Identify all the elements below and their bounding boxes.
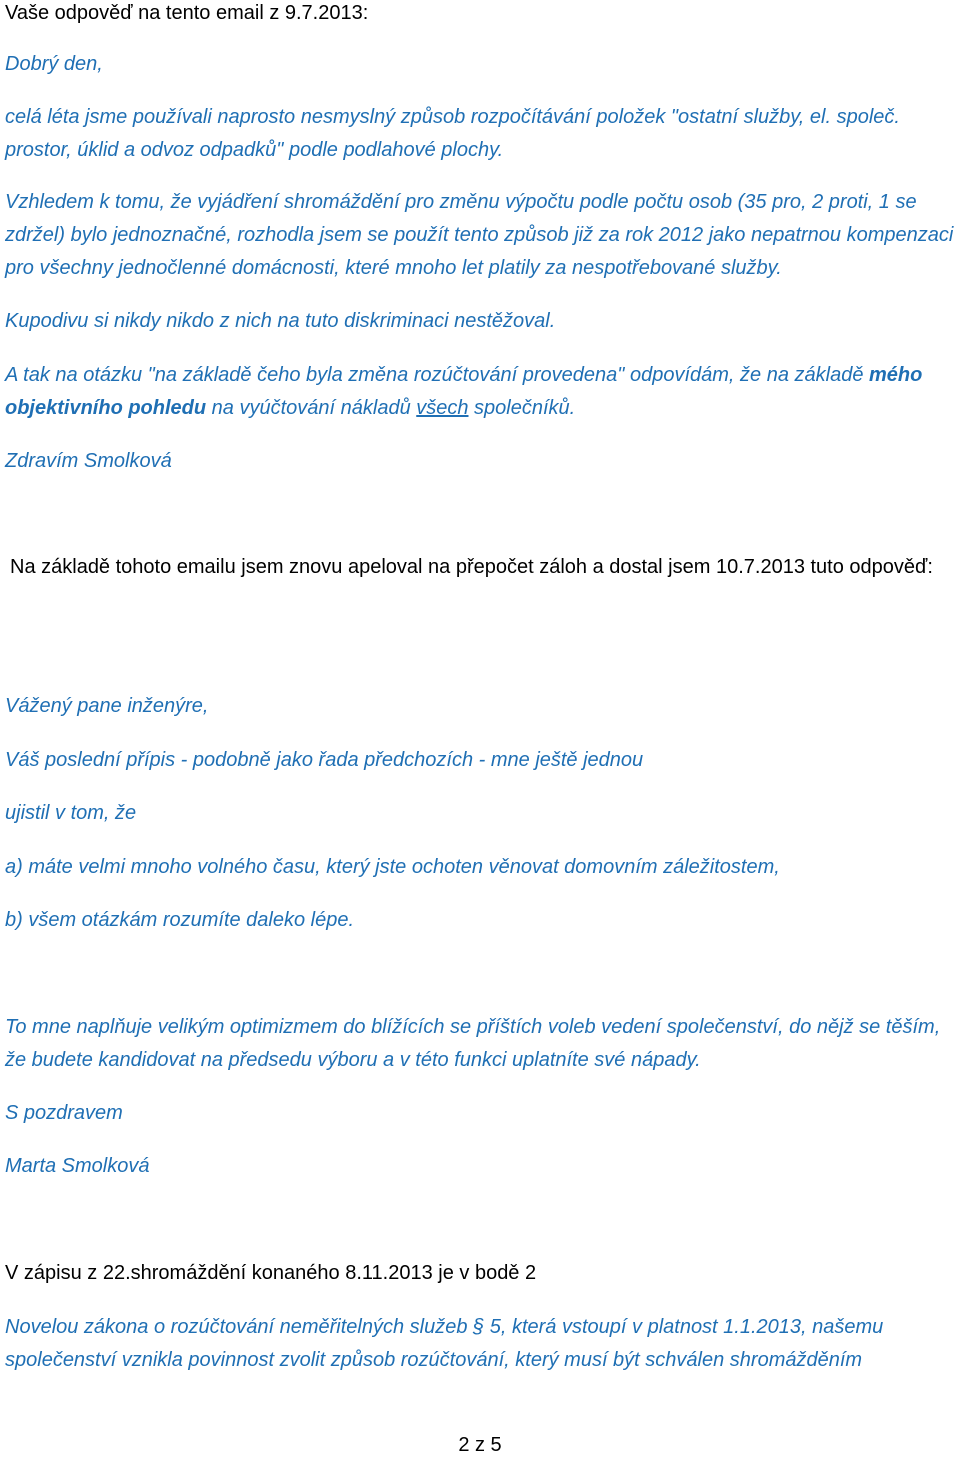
first-email-paragraph-1: celá léta jsme používali naprosto nesmyslný způsob rozpočítávání položek "ostatní služby, el. společ. prostor, úklid a odvoz odpadků" podle podlahové plochy. [5,106,900,161]
p4-underlined-text: všech [416,397,469,419]
minutes-header: V zápisu z 22.shromáždění konaného 8.11.2013 je v bodě 2 [5,1262,537,1284]
minutes-text: Novelou zákona o rozúčtování neměřitelných služeb § 5, která vstoupí v platnost 1.1.2013, našemu společenství vznikla povinnost zvolit způsob rozúčtování, který musí být schválen shromážděním [5,1316,884,1371]
second-email-closing: S pozdravem [5,1102,123,1124]
p4-text-3: společníků. [468,397,576,419]
intro-second-email: Na základě tohoto emailu jsem znovu apeloval na přepočet záloh a dostal jsem 10.7.2013 tuto odpověď: [10,556,933,578]
p4-text-1: A tak na otázku "na základě čeho byla změna rozúčtování provedena" odpovídám, že na základě [5,364,869,386]
second-email-line-1: Váš poslední přípis - podobně jako řada předchozích - mne ještě jednou [5,749,644,771]
second-email-greeting: Vážený pane inženýre, [5,695,209,717]
first-email-greeting: Dobrý den, [5,53,103,75]
first-email-signature: Zdravím Smolková [5,450,172,472]
second-email-line-3: a) máte velmi mnoho volného času, který jste ochoten věnovat domovním záležitostem, [5,856,780,878]
second-email-signature: Marta Smolková [5,1155,150,1177]
p4-bold-text: mého objektivního pohledu [5,364,923,419]
page-number: 2 z 5 [458,1434,502,1456]
second-email-paragraph-5: To mne naplňuje velikým optimizmem do blížících se příštích voleb vedení společenství, do nějž se těším, že budete kandidovat na předsedu výboru a v této funkci uplatníte své nápady. [5,1016,941,1071]
p4-text-2: na vyúčtování nákladů [206,397,417,419]
second-email-line-4: b) všem otázkám rozumíte daleko lépe. [5,909,355,931]
first-email-paragraph-4 [5,359,957,425]
first-email-paragraph-2: Vzhledem k tomu, že vyjádření shromáždění pro změnu výpočtu podle počtu osob (35 pro, 2 proti, 1 se zdržel) bylo jednoznačné, rozhodla jsem se použít tento způsob již za rok 2012 jako nepatrnou kompenzaci pro všechny jednočlenné domácnosti, které mnoho let platily za nespotřebované služby. [5,191,954,279]
first-email-paragraph-3: Kupodivu si nikdy nikdo z nich na tuto diskriminaci nestěžoval. [5,310,556,332]
second-email-line-2: ujistil v tom, že [5,802,137,824]
email-header: Vaše odpověď na tento email z 9.7.2013: [5,2,369,24]
